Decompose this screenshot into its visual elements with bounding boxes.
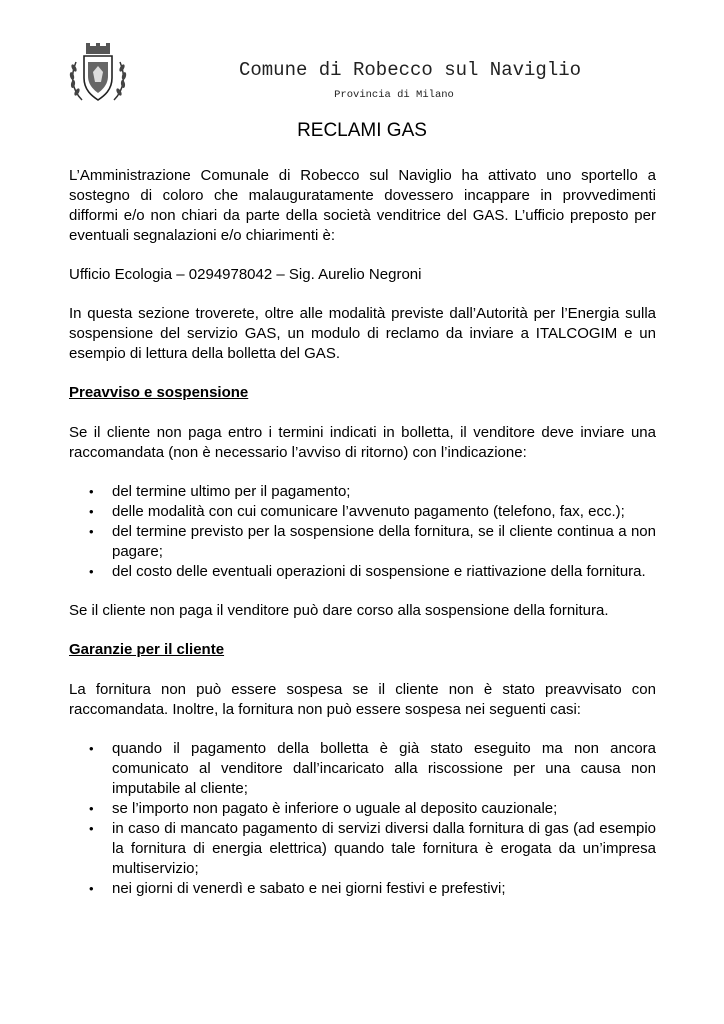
bullet-list bbox=[69, 482, 656, 582]
section-paragraph: Se il cliente non paga entro i termini indicati in bolletta, il venditore deve inviare una raccomandata (non è necessario l’avviso di ritorno) con l’indicazione: bbox=[69, 424, 656, 461]
municipal-crest-icon bbox=[66, 42, 130, 106]
document-body bbox=[69, 166, 656, 918]
intro-paragraph: In questa sezione troverete, oltre alle modalità previste dall’Autorità per l’Energia sulla sospensione del servizio GAS, un modulo di reclamo da inviare a ITALCOGIM e un esempio di lettura della bolletta del GAS. bbox=[69, 305, 656, 362]
list-item bbox=[69, 522, 656, 562]
list-item bbox=[69, 502, 656, 522]
bullet-icon: • bbox=[89, 801, 94, 816]
bullet-icon: • bbox=[89, 821, 94, 836]
list-item-text: quando il pagamento della bolletta è già stato eseguito ma non ancora comunicato al venditore dall’incaricato alla riscossione per una causa non imputabile al cliente; bbox=[112, 740, 656, 797]
section-heading-preavviso: Preavviso e sospensione bbox=[69, 384, 249, 401]
section-heading-garanzie: Garanzie per il cliente bbox=[69, 641, 225, 658]
bullet-icon: • bbox=[89, 741, 94, 756]
list-item bbox=[69, 562, 656, 582]
municipality-name: Comune di Robecco sul Naviglio bbox=[238, 59, 582, 81]
bullet-list bbox=[69, 739, 656, 899]
list-item-text: delle modalità con cui comunicare l’avvenuto pagamento (telefono, fax, ecc.); bbox=[112, 503, 625, 520]
list-item-text: del termine previsto per la sospensione della fornitura, se il cliente continua a non pagare; bbox=[112, 523, 656, 560]
section-paragraph: La fornitura non può essere sospesa se il cliente non è stato preavvisato con raccomandata. Inoltre, la fornitura non può essere sospesa nei seguenti casi: bbox=[69, 681, 656, 718]
list-item-text: del costo delle eventuali operazioni di sospensione e riattivazione della fornitura. bbox=[112, 563, 646, 580]
list-item bbox=[69, 799, 656, 819]
section-paragraph: Se il cliente non paga il venditore può dare corso alla sospensione della fornitura. bbox=[69, 602, 609, 619]
list-item-text: nei giorni di venerdì e sabato e nei giorni festivi e prefestivi; bbox=[112, 880, 506, 897]
intro-paragraph: L’Amministrazione Comunale di Robecco sul Naviglio ha attivato uno sportello a sostegno di coloro che malauguratamente dovessero incappare in provvedimenti difformi e/o non chiari da parte della società venditrice del GAS. L’ufficio preposto per eventuali segnalazioni e/o chiarimenti è: bbox=[69, 167, 656, 244]
bullet-icon: • bbox=[89, 881, 94, 896]
list-item bbox=[69, 482, 656, 502]
office-contact: Ufficio Ecologia – 0294978042 – Sig. Aurelio Negroni bbox=[69, 266, 422, 283]
bullet-icon: • bbox=[89, 504, 94, 519]
list-item-text: se l’importo non pagato è inferiore o uguale al deposito cauzionale; bbox=[112, 800, 558, 817]
bullet-icon: • bbox=[89, 484, 94, 499]
list-item-text: del termine ultimo per il pagamento; bbox=[112, 483, 351, 500]
list-item bbox=[69, 879, 656, 899]
list-item bbox=[69, 819, 656, 879]
list-item-text: in caso di mancato pagamento di servizi diversi dalla fornitura di gas (ad esempio la fornitura di energia elettrica) quando tale fornitura è erogata da un’impresa multiservizio; bbox=[112, 820, 656, 877]
province-name: Provincia di Milano bbox=[334, 89, 454, 101]
page-title: RECLAMI GAS bbox=[297, 120, 427, 141]
bullet-icon: • bbox=[89, 524, 94, 539]
list-item bbox=[69, 739, 656, 799]
bullet-icon: • bbox=[89, 564, 94, 579]
